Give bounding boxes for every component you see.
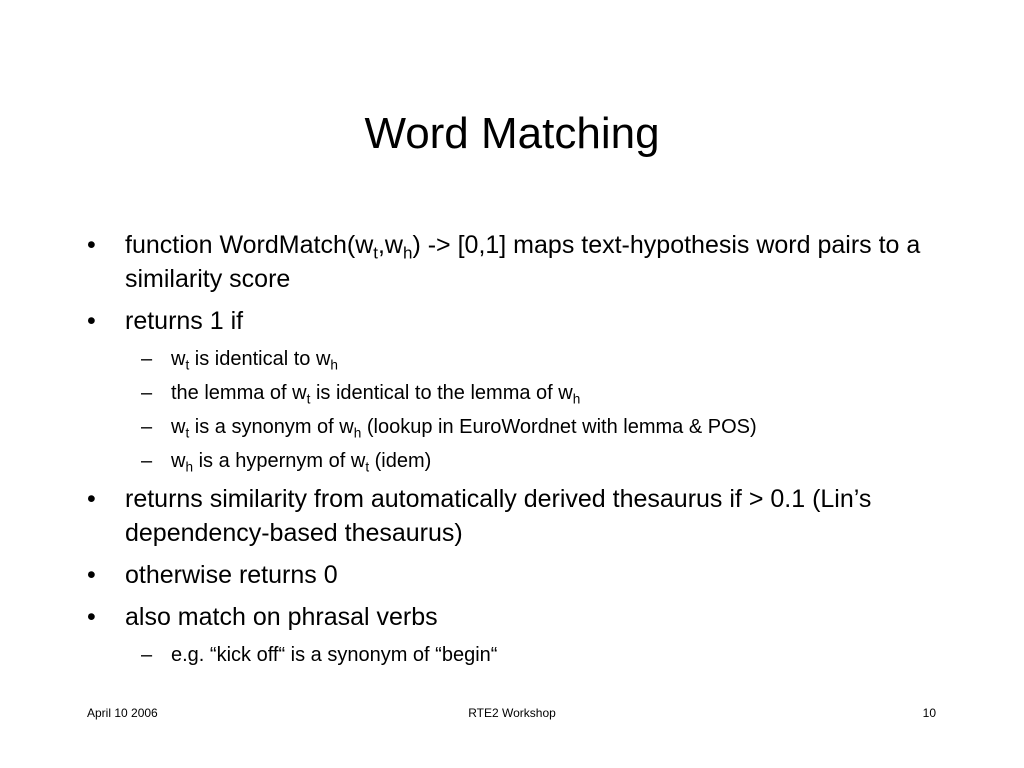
- sub-bullet-example: [87, 642, 947, 668]
- footer-date: April 10 2006: [87, 706, 158, 720]
- sub-bullet-text: (idem): [369, 450, 432, 472]
- sub-bullet-text: is identical to w: [189, 348, 331, 370]
- bullet-returns-1-if: [87, 304, 947, 338]
- slide-title: Word Matching: [364, 109, 660, 158]
- bullet-marker: •: [87, 485, 96, 513]
- dash-marker: –: [141, 450, 153, 472]
- sub-bullet-text: w: [171, 450, 186, 472]
- subscript: h: [572, 391, 581, 407]
- footer-page-number: 10: [922, 706, 936, 720]
- dash-marker: –: [141, 644, 153, 666]
- footer-event: RTE2 Workshop: [468, 706, 556, 720]
- sub-bullet-text: (lookup in EuroWordnet with lemma & POS): [361, 416, 757, 438]
- sub-bullet-identical: [87, 346, 947, 372]
- subscript: h: [185, 459, 194, 475]
- slide-body: [87, 228, 947, 676]
- sub-bullet-text: e.g. “kick off“ is a synonym of “begin“: [171, 644, 498, 666]
- bullet-marker: •: [87, 307, 96, 335]
- subscript: t: [373, 243, 378, 263]
- dash-marker: –: [141, 416, 153, 438]
- bullet-text: function WordMatch(w: [125, 231, 374, 259]
- bullet-thesaurus: [87, 482, 947, 550]
- bullet-marker: •: [87, 561, 96, 589]
- sub-bullet-hypernym: [87, 448, 947, 474]
- subscript: t: [306, 391, 311, 407]
- bullet-text: ) -> [0,1] maps text-hypothesis word pairs to a similarity score: [125, 231, 921, 293]
- bullet-text: also match on phrasal verbs: [125, 603, 438, 631]
- sub-bullet-text: is identical to the lemma of w: [310, 382, 573, 404]
- bullet-text: returns similarity from automatically derived thesaurus if > 0.1 (Lin’s dependency-based thesaurus): [125, 485, 872, 547]
- subscript: h: [353, 425, 362, 441]
- bullet-wordmatch-function: [87, 228, 947, 296]
- sub-bullet-synonym: [87, 414, 947, 440]
- sub-bullet-lemma: [87, 380, 947, 406]
- dash-marker: –: [141, 382, 153, 404]
- bullet-marker: •: [87, 231, 96, 259]
- sub-bullet-text: w: [171, 348, 186, 370]
- dash-marker: –: [141, 348, 153, 370]
- subscript: t: [185, 425, 190, 441]
- bullet-marker: •: [87, 603, 96, 631]
- bullet-text: otherwise returns 0: [125, 561, 338, 589]
- sub-bullet-text: w: [171, 416, 186, 438]
- bullet-text: ,w: [377, 231, 403, 259]
- subscript: h: [330, 357, 338, 373]
- subscript: t: [365, 459, 370, 475]
- sub-bullet-text: is a hypernym of w: [193, 450, 366, 472]
- subscript: h: [402, 243, 413, 263]
- bullet-text: returns 1 if: [125, 307, 244, 335]
- bullet-otherwise: [87, 558, 947, 592]
- sub-bullet-text: the lemma of w: [171, 382, 307, 404]
- sub-bullet-text: is a synonym of w: [189, 416, 354, 438]
- bullet-phrasal-verbs: [87, 600, 947, 634]
- subscript: t: [185, 357, 190, 373]
